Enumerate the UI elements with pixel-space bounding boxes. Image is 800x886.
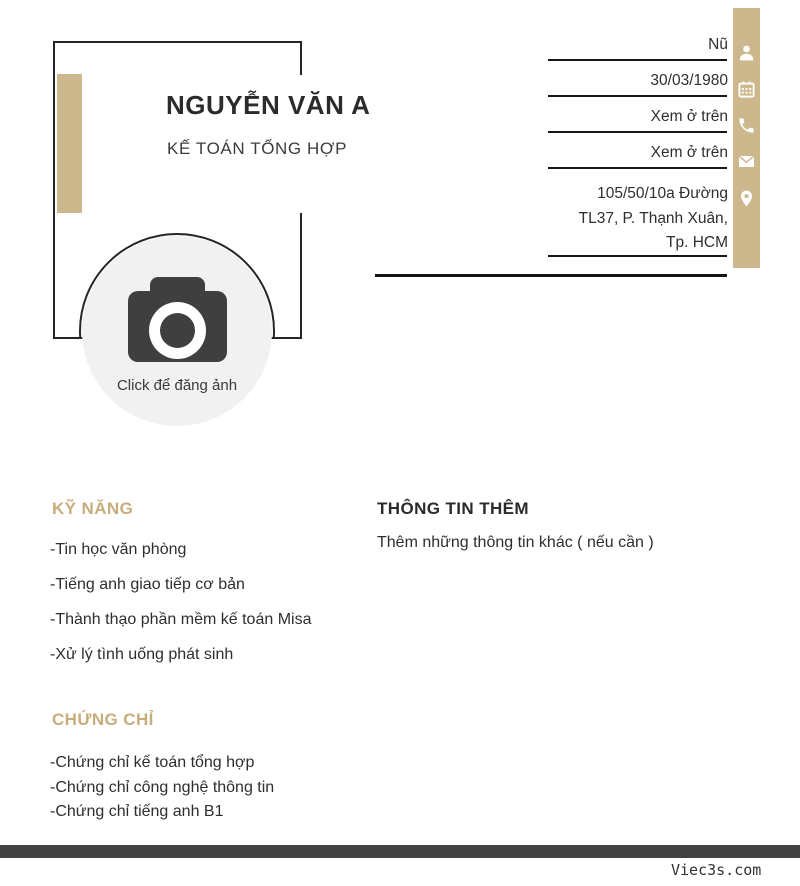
skill-item: -Tiếng anh giao tiếp cơ bản [50,576,245,593]
user-icon [737,43,756,62]
skill-item: -Xử lý tình uống phát sinh [50,646,234,663]
phone-underline [548,131,727,133]
footer-bar [0,845,800,858]
frame-border-right-upper [300,41,302,75]
certificate-item: -Chứng chỉ kế toán tổng hợp [50,754,255,771]
certificates-heading: CHỨNG CHỈ [52,710,154,729]
camera-lens-inner [160,313,195,348]
site-watermark: Viec3s.com [671,861,762,879]
skills-heading: KỸ NĂNG [52,499,134,518]
mail-icon [737,152,756,171]
birthdate-underline [548,95,727,97]
phone-field[interactable]: Xem ở trên [650,108,728,125]
contact-section-divider [375,274,727,277]
camera-lens-icon [149,302,206,359]
more-info-heading: THÔNG TIN THÊM [377,499,529,518]
certificate-item: -Chứng chỉ công nghệ thông tin [50,778,275,796]
calendar-icon [737,80,756,99]
certificates-list[interactable] [50,751,340,825]
photo-upload-label[interactable]: Click để đăng ảnh [116,377,238,394]
skill-item: -Tin học văn phòng [50,541,187,558]
address-field[interactable] [548,182,728,256]
frame-border-top [53,41,302,43]
location-icon [737,189,756,208]
address-line: Tp. HCM [666,234,728,251]
certificate-item: -Chứng chỉ tiếng anh B1 [50,803,224,820]
contact-icon-rail [733,8,760,268]
frame-border-right-lower [300,213,302,339]
address-underline [548,255,727,257]
candidate-title[interactable]: KẾ TOÁN TỔNG HỢP [167,139,348,158]
accent-bar [57,74,82,213]
skills-list[interactable] [50,538,313,678]
frame-border-left [53,41,55,339]
skill-item: -Thành thạo phần mềm kế toán Misa [50,611,312,628]
more-info-note[interactable]: Thêm những thông tin khác ( nếu cần ) [377,534,654,551]
candidate-name[interactable]: NGUYỄN VĂN A [166,90,371,120]
gender-field[interactable]: Nũ [708,36,728,53]
address-line: TL37, P. Thạnh Xuân, [578,209,728,227]
address-line: 105/50/10a Đường [597,185,728,202]
phone-icon [737,116,756,135]
birthdate-field[interactable]: 30/03/1980 [650,72,728,89]
email-field[interactable]: Xem ở trên [650,144,728,161]
email-underline [548,167,727,169]
gender-underline [548,59,727,61]
